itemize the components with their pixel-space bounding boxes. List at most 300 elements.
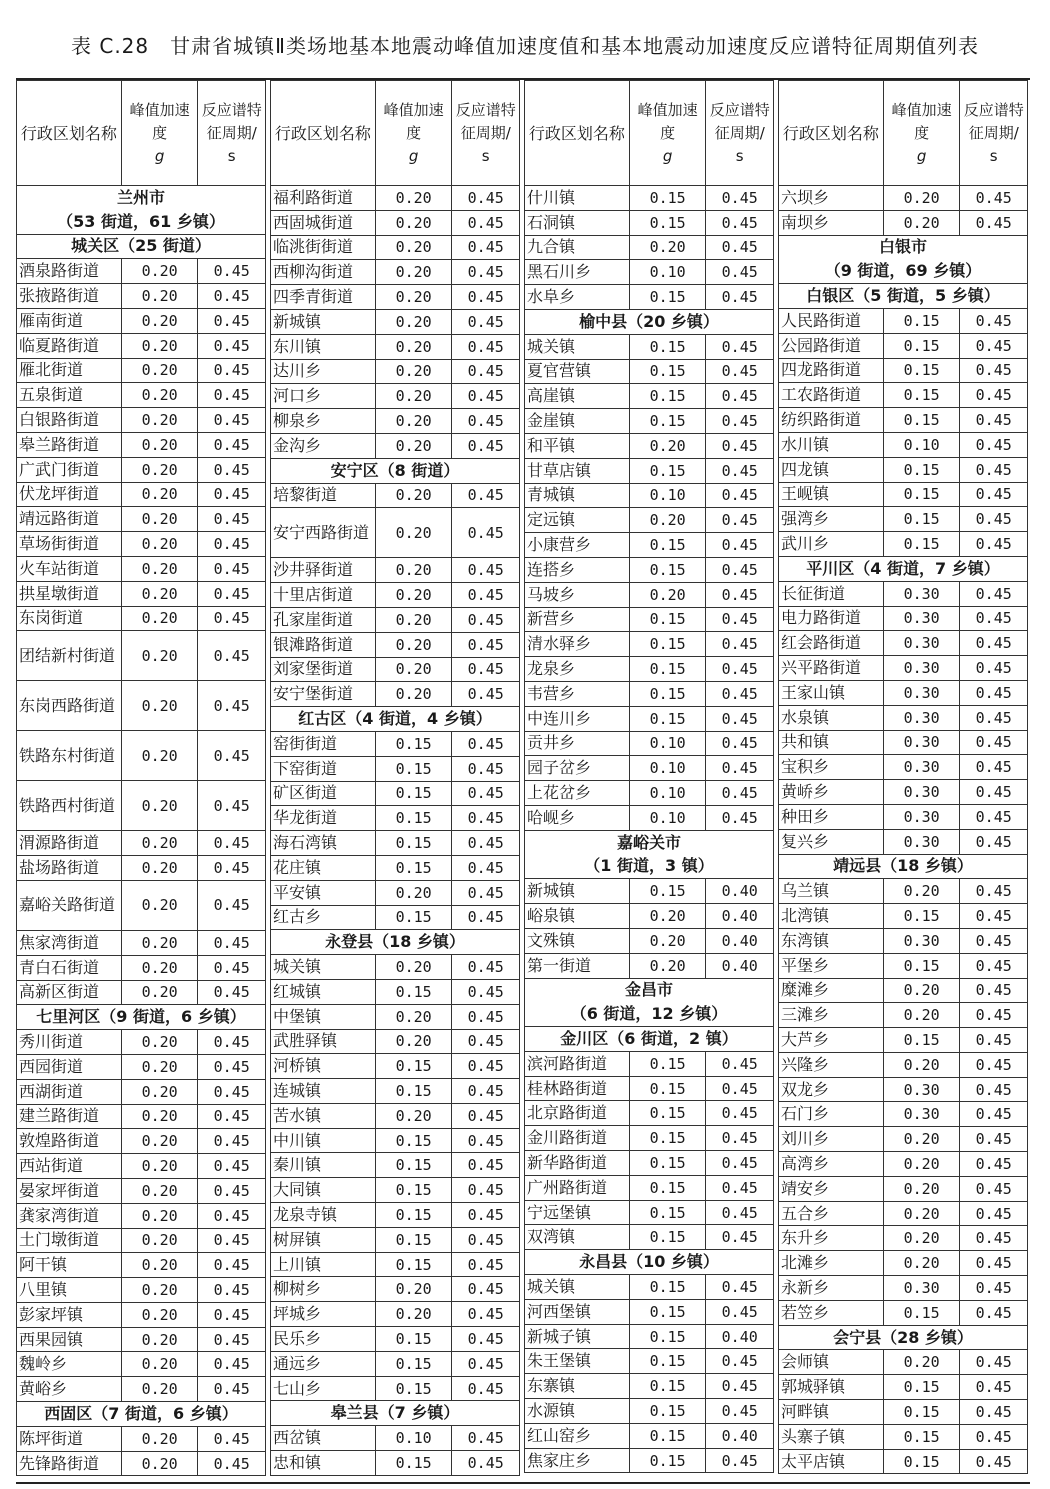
table-row: [271, 1103, 520, 1128]
period-value: 0.45: [452, 955, 520, 980]
period-value: 0.40: [706, 879, 774, 904]
pga-value: 0.20: [121, 358, 198, 383]
district-name: 贡井乡: [525, 731, 630, 756]
district-name: 东岗西路街道: [17, 681, 122, 731]
district-name: 高崖镇: [525, 384, 630, 409]
district-name: 三滩乡: [779, 1003, 884, 1028]
region-heading-row: [271, 930, 520, 955]
district-name: 黑石川乡: [525, 260, 630, 285]
district-name: 酒泉路街道: [17, 259, 122, 284]
pga-value: 0.15: [629, 557, 706, 582]
district-name: 桂林路街道: [525, 1076, 630, 1101]
pga-value: 0.15: [883, 1375, 960, 1400]
table-row: [17, 1129, 266, 1154]
district-name: 公园路街道: [779, 333, 884, 358]
period-value: 0.45: [452, 186, 520, 211]
district-name: 宁远堡镇: [525, 1200, 630, 1225]
district-name: 水源镇: [525, 1399, 630, 1424]
pga-value: 0.15: [629, 384, 706, 409]
table-row: [17, 358, 266, 383]
header-period: 反应谱特征周期/ s: [706, 81, 774, 186]
region-heading-row: [779, 556, 1028, 581]
period-value: 0.45: [452, 1227, 520, 1252]
pga-value: 0.20: [375, 682, 452, 707]
district-name: 石门乡: [779, 1102, 884, 1127]
pga-value: 0.15: [375, 1203, 452, 1228]
pga-value: 0.20: [121, 1253, 198, 1278]
pga-value: 0.15: [629, 879, 706, 904]
period-value: 0.45: [706, 805, 774, 830]
district-name: 柳泉乡: [271, 409, 376, 434]
period-value: 0.45: [452, 1029, 520, 1054]
region-heading: 平川区（4 街道，7 乡镇）: [779, 556, 1028, 581]
pga-value: 0.20: [375, 1302, 452, 1327]
district-name: 文殊镇: [525, 928, 630, 953]
pga-value: 0.20: [121, 581, 198, 606]
period-value: 0.45: [198, 1104, 266, 1129]
district-name: 石洞镇: [525, 210, 630, 235]
region-heading-row: [271, 707, 520, 732]
table-row: [17, 980, 266, 1005]
table-row: [271, 905, 520, 930]
period-value: 0.45: [960, 978, 1028, 1003]
period-value: 0.45: [452, 1054, 520, 1079]
table-row: [525, 1200, 774, 1225]
table-row: [271, 1128, 520, 1153]
district-name: 西固城街道: [271, 210, 376, 235]
header-name: 行政区划名称: [17, 81, 122, 186]
table-row: [525, 508, 774, 533]
district-name: 中川镇: [271, 1128, 376, 1153]
period-value: 0.45: [452, 831, 520, 856]
period-value: 0.45: [960, 1251, 1028, 1276]
table-column-1: [16, 80, 266, 1482]
pga-value: 0.30: [883, 804, 960, 829]
table-row: [17, 880, 266, 930]
district-name: 八里镇: [17, 1278, 122, 1303]
table-row: [271, 1351, 520, 1376]
header-period: 反应谱特征周期/ s: [452, 81, 520, 186]
district-name: 刘川乡: [779, 1127, 884, 1152]
pga-value: 0.20: [375, 235, 452, 260]
table-row: [525, 607, 774, 632]
pga-value: 0.15: [375, 855, 452, 880]
pga-value: 0.15: [629, 1051, 706, 1076]
period-value: 0.45: [198, 1178, 266, 1203]
period-value: 0.45: [198, 606, 266, 631]
pga-value: 0.20: [121, 1426, 198, 1451]
district-name: 韦营乡: [525, 681, 630, 706]
pga-value: 0.30: [883, 656, 960, 681]
table-row: [271, 285, 520, 310]
table-title: 表 C.28 甘肃省城镇Ⅱ类场地基本地震动峰值加速度值和基本地震动加速度反应谱特征周期值列表: [71, 34, 979, 58]
period-value: 0.45: [198, 556, 266, 581]
pga-value: 0.15: [375, 1178, 452, 1203]
pga-value: 0.15: [629, 1299, 706, 1324]
district-name: 清水驿乡: [525, 632, 630, 657]
period-value: 0.45: [706, 756, 774, 781]
period-value: 0.45: [452, 806, 520, 831]
pga-value: 0.20: [375, 508, 452, 558]
period-value: 0.45: [452, 781, 520, 806]
table-row: [779, 953, 1028, 978]
district-name: 东湾镇: [779, 928, 884, 953]
header-pga: 峰值加速度 g: [883, 81, 960, 186]
district-name: 郭城驿镇: [779, 1375, 884, 1400]
district-name: 达川乡: [271, 359, 376, 384]
district-name: 武胜驿镇: [271, 1029, 376, 1054]
region-heading: 白银市: [779, 235, 1028, 259]
pga-value: 0.15: [375, 979, 452, 1004]
period-value: 0.45: [960, 928, 1028, 953]
region-heading: 金川区（6 街道，2 镇）: [525, 1027, 774, 1052]
pga-value: 0.15: [883, 1400, 960, 1425]
period-value: 0.45: [706, 1448, 774, 1473]
pga-value: 0.15: [375, 1227, 452, 1252]
period-value: 0.45: [198, 831, 266, 856]
district-name: 五合乡: [779, 1201, 884, 1226]
pga-value: 0.20: [121, 556, 198, 581]
region-heading: 永昌县（10 乡镇）: [525, 1250, 774, 1275]
district-name: 大芦乡: [779, 1028, 884, 1053]
region-heading: 金昌市: [525, 978, 774, 1002]
district-name: 永新乡: [779, 1276, 884, 1301]
table-row: [525, 756, 774, 781]
pga-value: 0.20: [121, 1352, 198, 1377]
district-name: 金沟乡: [271, 433, 376, 458]
period-value: 0.45: [452, 1376, 520, 1401]
region-heading: 永登县（18 乡镇）: [271, 930, 520, 955]
period-value: 0.45: [706, 1374, 774, 1399]
period-value: 0.45: [198, 333, 266, 358]
region-heading-count: （9 街道，69 乡镇）: [779, 259, 1028, 283]
table-row: [779, 1176, 1028, 1201]
table-row: [271, 632, 520, 657]
pga-value: 0.20: [121, 1203, 198, 1228]
district-name: 人民路街道: [779, 308, 884, 333]
table-row: [525, 409, 774, 434]
table-row: [779, 186, 1028, 211]
district-name: 安宁西路街道: [271, 508, 376, 558]
pga-value: 0.20: [121, 880, 198, 930]
period-value: 0.45: [960, 631, 1028, 656]
district-name: 敦煌路街道: [17, 1129, 122, 1154]
period-value: 0.45: [706, 557, 774, 582]
table-row: [525, 334, 774, 359]
pga-value: 0.15: [375, 1252, 452, 1277]
table-row: [525, 260, 774, 285]
district-name: 双湾镇: [525, 1225, 630, 1250]
district-name: 大同镇: [271, 1178, 376, 1203]
table-row: [779, 879, 1028, 904]
district-name: 盐场路街道: [17, 856, 122, 881]
period-value: 0.45: [452, 880, 520, 905]
pga-value: 0.30: [883, 730, 960, 755]
table-row: [779, 1350, 1028, 1375]
table-row: [271, 1376, 520, 1401]
period-value: 0.45: [452, 558, 520, 583]
district-name: 坪城乡: [271, 1302, 376, 1327]
table-row: [525, 1076, 774, 1101]
region-heading-count: （1 街道，3 镇）: [525, 855, 774, 879]
district-name: 黄峪乡: [17, 1377, 122, 1402]
district-name: 培黎街道: [271, 483, 376, 508]
table-row: [779, 358, 1028, 383]
period-value: 0.45: [960, 680, 1028, 705]
district-name: 和平镇: [525, 433, 630, 458]
pga-value: 0.20: [121, 1302, 198, 1327]
pga-value: 0.15: [375, 731, 452, 756]
district-name: 红城镇: [271, 979, 376, 1004]
table-row: [17, 955, 266, 980]
table-row: [779, 383, 1028, 408]
pga-value: 0.10: [629, 483, 706, 508]
pga-value: 0.15: [629, 1349, 706, 1374]
pga-value: 0.20: [121, 781, 198, 831]
district-name: 小康营乡: [525, 533, 630, 558]
period-value: 0.45: [706, 1051, 774, 1076]
region-heading-row: [779, 854, 1028, 879]
region-heading: 城关区（25 街道）: [17, 234, 266, 259]
table-row: [17, 333, 266, 358]
table-row: [525, 210, 774, 235]
region-heading-row: [525, 978, 774, 1002]
pga-value: 0.15: [375, 1327, 452, 1352]
period-value: 0.45: [198, 781, 266, 831]
table-row: [779, 1077, 1028, 1102]
table-row: [271, 1426, 520, 1451]
table-row: [779, 1201, 1028, 1226]
district-name: 中连川乡: [525, 706, 630, 731]
period-value: 0.45: [706, 1175, 774, 1200]
table-row: [525, 384, 774, 409]
table-header-row: [17, 81, 266, 186]
period-value: 0.45: [706, 483, 774, 508]
period-value: 0.45: [706, 210, 774, 235]
period-value: 0.45: [452, 309, 520, 334]
period-value: 0.45: [198, 731, 266, 781]
district-name: 彭家坪镇: [17, 1302, 122, 1327]
region-heading: 会宁县（28 乡镇）: [779, 1325, 1028, 1350]
district-name: 铁路东村街道: [17, 731, 122, 781]
pga-value: 0.15: [375, 1153, 452, 1178]
period-value: 0.45: [706, 1299, 774, 1324]
table-row: [779, 581, 1028, 606]
period-value: 0.45: [960, 383, 1028, 408]
period-value: 0.45: [960, 532, 1028, 557]
pga-value: 0.15: [375, 806, 452, 831]
pga-value: 0.20: [121, 507, 198, 532]
district-name: 城关镇: [525, 1275, 630, 1300]
pga-value: 0.10: [629, 805, 706, 830]
pga-value: 0.20: [883, 186, 960, 211]
period-value: 0.40: [706, 1324, 774, 1349]
table-row: [779, 1127, 1028, 1152]
period-value: 0.45: [960, 432, 1028, 457]
table-row: [17, 284, 266, 309]
period-value: 0.45: [452, 1426, 520, 1451]
pga-value: 0.15: [629, 458, 706, 483]
district-name: 皋兰路街道: [17, 432, 122, 457]
period-value: 0.45: [706, 1275, 774, 1300]
pga-value: 0.15: [629, 1126, 706, 1151]
district-name: 黄峤乡: [779, 780, 884, 805]
pga-value: 0.20: [121, 482, 198, 507]
pga-value: 0.15: [629, 1324, 706, 1349]
header-period: 反应谱特征周期/ s: [198, 81, 266, 186]
region-heading: 嘉峪关市: [525, 830, 774, 854]
period-value: 0.45: [452, 359, 520, 384]
pga-value: 0.20: [121, 1178, 198, 1203]
period-value: 0.45: [960, 904, 1028, 929]
table-row: [17, 681, 266, 731]
district-name: 水川镇: [779, 432, 884, 457]
pga-value: 0.20: [121, 1079, 198, 1104]
district-name: 城关镇: [525, 334, 630, 359]
period-value: 0.45: [960, 1400, 1028, 1425]
region-heading-row: [271, 1401, 520, 1426]
pga-value: 0.15: [883, 408, 960, 433]
table-row: [17, 482, 266, 507]
pga-value: 0.20: [883, 1226, 960, 1251]
district-name: 秦川镇: [271, 1153, 376, 1178]
period-value: 0.45: [706, 186, 774, 211]
period-value: 0.45: [960, 656, 1028, 681]
period-value: 0.45: [452, 1004, 520, 1029]
district-name: 园子岔乡: [525, 756, 630, 781]
period-value: 0.45: [198, 1377, 266, 1402]
pga-value: 0.15: [629, 1448, 706, 1473]
period-value: 0.45: [198, 1302, 266, 1327]
table-row: [525, 186, 774, 211]
region-heading-count: （6 街道，12 乡镇）: [525, 1002, 774, 1026]
data-table-area: [16, 78, 1030, 1484]
region-heading: 兰州市: [17, 186, 266, 210]
region-heading-row: [779, 1325, 1028, 1350]
period-value: 0.45: [452, 1302, 520, 1327]
pga-value: 0.20: [375, 657, 452, 682]
pga-value: 0.15: [375, 1376, 452, 1401]
period-value: 0.45: [960, 730, 1028, 755]
period-value: 0.45: [960, 1052, 1028, 1077]
district-name: 阿干镇: [17, 1253, 122, 1278]
district-name: 忠和镇: [271, 1451, 376, 1476]
pga-value: 0.20: [121, 1377, 198, 1402]
period-value: 0.45: [706, 582, 774, 607]
table-row: [525, 1175, 774, 1200]
table-row: [525, 731, 774, 756]
region-heading: 白银区（5 街道，5 乡镇）: [779, 284, 1028, 309]
table-row: [779, 1449, 1028, 1474]
district-name: 水阜乡: [525, 285, 630, 310]
table-header-row: [525, 81, 774, 186]
table-row: [525, 1225, 774, 1250]
table-row: [779, 1003, 1028, 1028]
period-value: 0.45: [452, 607, 520, 632]
period-value: 0.45: [452, 1079, 520, 1104]
table-row: [525, 1275, 774, 1300]
pga-value: 0.30: [883, 581, 960, 606]
pga-value: 0.15: [629, 1399, 706, 1424]
table-row: [17, 1302, 266, 1327]
pga-value: 0.20: [375, 558, 452, 583]
table-row: [779, 1052, 1028, 1077]
period-value: 0.45: [706, 508, 774, 533]
table-row: [17, 856, 266, 881]
pga-value: 0.20: [629, 508, 706, 533]
table-row: [779, 755, 1028, 780]
period-value: 0.45: [198, 507, 266, 532]
district-name: 铁路西村街道: [17, 781, 122, 831]
period-value: 0.45: [706, 1200, 774, 1225]
table-column-4: [778, 80, 1028, 1482]
period-value: 0.45: [198, 1352, 266, 1377]
period-value: 0.45: [706, 384, 774, 409]
district-name: 东岗街道: [17, 606, 122, 631]
period-value: 0.45: [452, 260, 520, 285]
table-row: [17, 432, 266, 457]
period-value: 0.45: [452, 483, 520, 508]
period-value: 0.45: [198, 308, 266, 333]
district-name: 第一街道: [525, 953, 630, 978]
district-name: 西湖街道: [17, 1079, 122, 1104]
period-value: 0.45: [960, 358, 1028, 383]
table-row: [779, 333, 1028, 358]
pga-value: 0.20: [121, 1030, 198, 1055]
period-value: 0.45: [706, 731, 774, 756]
district-name: 苦水镇: [271, 1103, 376, 1128]
pga-value: 0.15: [883, 1028, 960, 1053]
district-name: 嘉峪关路街道: [17, 880, 122, 930]
table-row: [271, 955, 520, 980]
district-name: 魏岭乡: [17, 1352, 122, 1377]
period-value: 0.45: [452, 210, 520, 235]
pga-value: 0.20: [375, 1277, 452, 1302]
district-name: 柳树乡: [271, 1277, 376, 1302]
region-heading-row: [525, 1002, 774, 1026]
period-value: 0.45: [198, 581, 266, 606]
pga-value: 0.20: [375, 210, 452, 235]
district-name: 哈岘乡: [525, 805, 630, 830]
region-heading-row: [17, 186, 266, 210]
period-value: 0.45: [960, 581, 1028, 606]
pga-value: 0.10: [883, 432, 960, 457]
pga-value: 0.15: [883, 308, 960, 333]
header-name: 行政区划名称: [271, 81, 376, 186]
district-name: 通远乡: [271, 1351, 376, 1376]
table-row: [525, 681, 774, 706]
header-pga: 峰值加速度 g: [375, 81, 452, 186]
table-row: [525, 1349, 774, 1374]
table-row: [271, 657, 520, 682]
pga-value: 0.20: [121, 532, 198, 557]
district-name: 四龙镇: [779, 457, 884, 482]
pga-value: 0.15: [629, 632, 706, 657]
district-name: 什川镇: [525, 186, 630, 211]
period-value: 0.45: [452, 384, 520, 409]
table-row: [271, 979, 520, 1004]
table-row: [779, 804, 1028, 829]
district-name: 红会路街道: [779, 631, 884, 656]
pga-value: 0.20: [883, 1176, 960, 1201]
header-name: 行政区划名称: [779, 81, 884, 186]
table-row: [271, 855, 520, 880]
table-row: [271, 433, 520, 458]
pga-value: 0.20: [121, 1451, 198, 1476]
table-row: [17, 731, 266, 781]
pga-value: 0.15: [629, 681, 706, 706]
district-name: 焦家庄乡: [525, 1448, 630, 1473]
